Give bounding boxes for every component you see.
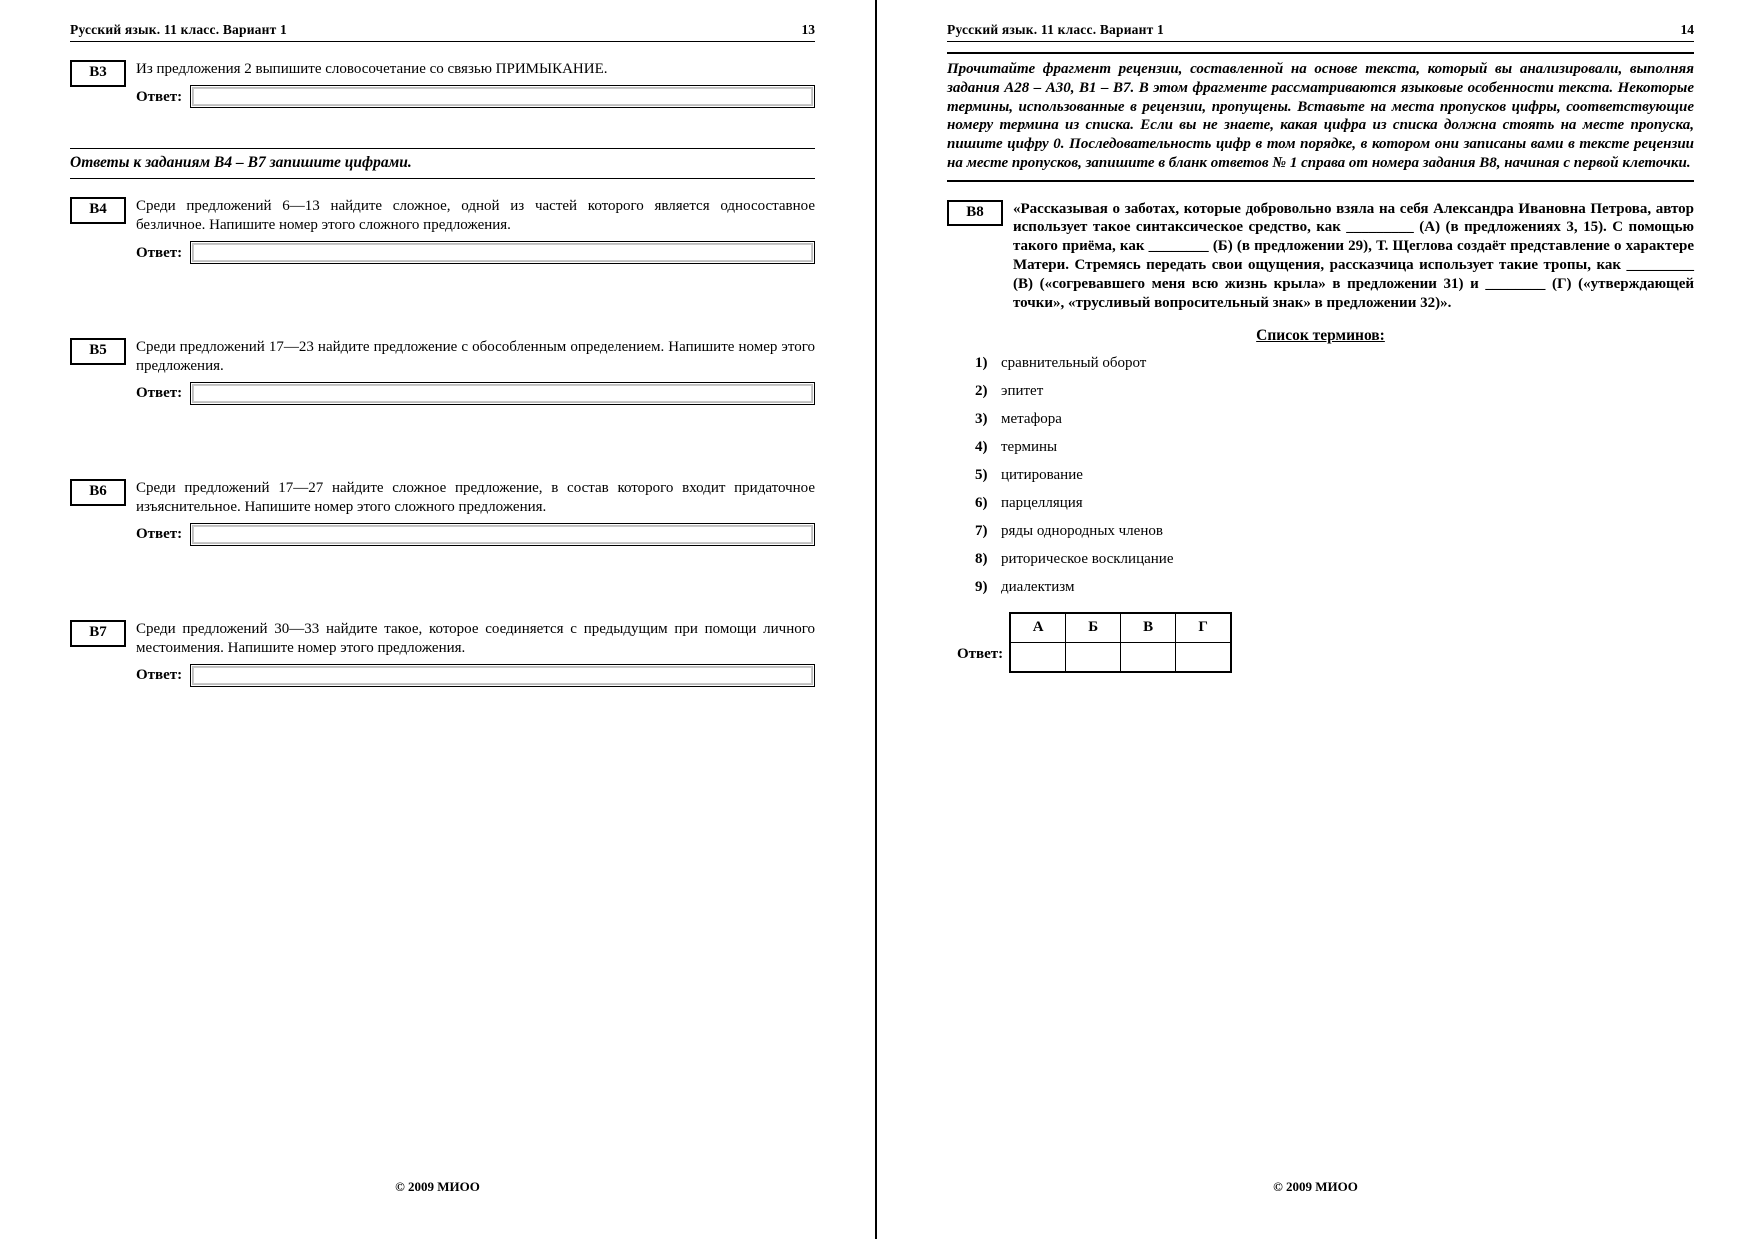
term-label: диалектизм (1001, 578, 1075, 595)
answer-cell-g[interactable] (1176, 642, 1232, 672)
list-item (975, 579, 1694, 596)
task-code-badge: B7 (70, 620, 126, 647)
answer-table (1009, 612, 1232, 673)
page-right (877, 0, 1754, 1239)
b8-answer-row (957, 612, 1694, 673)
term-number: 6) (975, 494, 988, 511)
term-number: 7) (975, 522, 988, 539)
spacer (70, 546, 815, 602)
term-label: эпитет (1001, 382, 1044, 399)
page-number: 13 (801, 22, 815, 37)
task-code-badge: B4 (70, 197, 126, 224)
term-number: 5) (975, 466, 988, 483)
answer-label: Ответ: (136, 385, 183, 402)
task-code-badge: B8 (947, 200, 1003, 227)
task-text: Из предложения 2 выпишите словосочетание со связью ПРИМЫКАНИЕ. (136, 61, 608, 77)
term-number: 2) (975, 382, 988, 399)
task-code-badge: B5 (70, 338, 126, 365)
header-title: Русский язык. 11 класс. Вариант 1 (70, 22, 287, 37)
task-b4 (70, 197, 815, 264)
answer-input-b3[interactable] (190, 85, 815, 108)
answer-label: Ответ: (136, 667, 183, 684)
page-footer: © 2009 МИОО (395, 1179, 480, 1194)
task-text: Среди предложений 17—23 найдите предложение с обособленным определением. Напишите номер этого предложения. (136, 339, 815, 374)
answer-label: Ответ: (957, 645, 1004, 662)
answer-row (136, 382, 815, 405)
term-number: 9) (975, 578, 988, 595)
terms-list-title: Список терминов: (1256, 326, 1385, 344)
term-number: 8) (975, 550, 988, 567)
header-title: Русский язык. 11 класс. Вариант 1 (947, 22, 1164, 37)
term-label: метафора (1001, 410, 1062, 427)
answer-label: Ответ: (136, 244, 183, 261)
term-label: риторическое восклицание (1001, 550, 1174, 567)
answer-label: Ответ: (136, 88, 183, 105)
column-header-v: В (1121, 613, 1176, 643)
answer-cell-b[interactable] (1066, 642, 1121, 672)
list-item (975, 467, 1694, 484)
list-item (975, 523, 1694, 540)
answer-input-b7[interactable] (190, 664, 815, 687)
task-text: «Рассказывая о заботах, которые добровольно взяла на себя Александра Ивановна Петрова, автор использует такое синтаксическое средство, как _________ (А) (в предложениях 3, 15). С помощью такого приёма, как ________ (Б) (в предложении 29), Т. Щеглова создаёт представление о характере Матери. Стремясь передать свои ощущения, рассказчица использует такие тропы, как _________ (В) («согревавшего меня всю жизнь крыла» в предложении 31) и ________ (Г) («утверждающей точки», «трусливый вопросительный знак» в предложении 32)». (1013, 200, 1694, 311)
answer-row (136, 241, 815, 264)
term-number: 1) (975, 354, 988, 371)
list-item (975, 495, 1694, 512)
task-text: Среди предложений 30—33 найдите такое, которое соединяется с предыдущим при помощи личного местоимения. Напишите номер этого предложения. (136, 621, 815, 656)
task-b7 (70, 620, 815, 687)
column-header-b: Б (1066, 613, 1121, 643)
column-header-a: А (1010, 613, 1066, 643)
task-code-badge: B6 (70, 479, 126, 506)
answer-label: Ответ: (136, 526, 183, 543)
list-item (975, 439, 1694, 456)
spacer (70, 405, 815, 461)
answer-row (136, 664, 815, 687)
table-row (1010, 642, 1231, 672)
page-header-left (70, 22, 815, 42)
answer-input-b4[interactable] (190, 241, 815, 264)
task-b3 (70, 60, 815, 108)
table-row (1010, 613, 1231, 643)
list-item (975, 383, 1694, 400)
column-header-g: Г (1176, 613, 1232, 643)
task-text: Среди предложений 6—13 найдите сложное, одной из частей которого является односоставное безличное. Напишите номер этого сложного предложения. (136, 198, 815, 233)
section-note: Ответы к заданиям В4 – В7 запишите цифрами. (70, 148, 815, 179)
answer-input-b6[interactable] (190, 523, 815, 546)
instructions-block: Прочитайте фрагмент рецензии, составленной на основе текста, который вы анализировали, выполняя задания А28 – А30, В1 – В7. В этом фрагменте рассматриваются языковые особенности текста. Некоторые термины, использованные в рецензии, пропущены. Вставьте на места пропусков цифры, соответствующие номеру термина из списка. Если вы не знаете, какая цифра из списка должна стоять на месте пропуска, пишите цифру 0. Последовательность цифр в том порядке, в котором они записаны вами в тексте рецензии на месте пропусков, запишите в бланк ответов № 1 справа от номера задания В8, начиная с первой клеточки. (947, 52, 1694, 182)
answer-cell-v[interactable] (1121, 642, 1176, 672)
answer-row (136, 523, 815, 546)
page-header-right (947, 22, 1694, 42)
page-footer: © 2009 МИОО (1273, 1179, 1358, 1194)
answer-input-b5[interactable] (190, 382, 815, 405)
term-label: сравнительный оборот (1001, 354, 1147, 371)
task-b6 (70, 479, 815, 546)
list-item (975, 355, 1694, 372)
task-code-badge: B3 (70, 60, 126, 87)
term-label: ряды однородных членов (1001, 522, 1163, 539)
list-item (975, 411, 1694, 428)
term-number: 4) (975, 438, 988, 455)
spacer (70, 264, 815, 320)
task-b5 (70, 338, 815, 405)
answer-row (136, 85, 815, 108)
term-number: 3) (975, 410, 988, 427)
task-text: Среди предложений 17—27 найдите сложное предложение, в состав которого входит придаточное изъяснительное. Напишите номер этого сложного предложения. (136, 480, 815, 515)
term-label: парцелляция (1001, 494, 1083, 511)
term-label: термины (1001, 438, 1058, 455)
page-number: 14 (1680, 22, 1694, 37)
answer-cell-a[interactable] (1010, 642, 1066, 672)
list-item (975, 551, 1694, 568)
term-label: цитирование (1001, 466, 1083, 483)
task-b8 (947, 200, 1694, 313)
terms-list (975, 355, 1694, 596)
